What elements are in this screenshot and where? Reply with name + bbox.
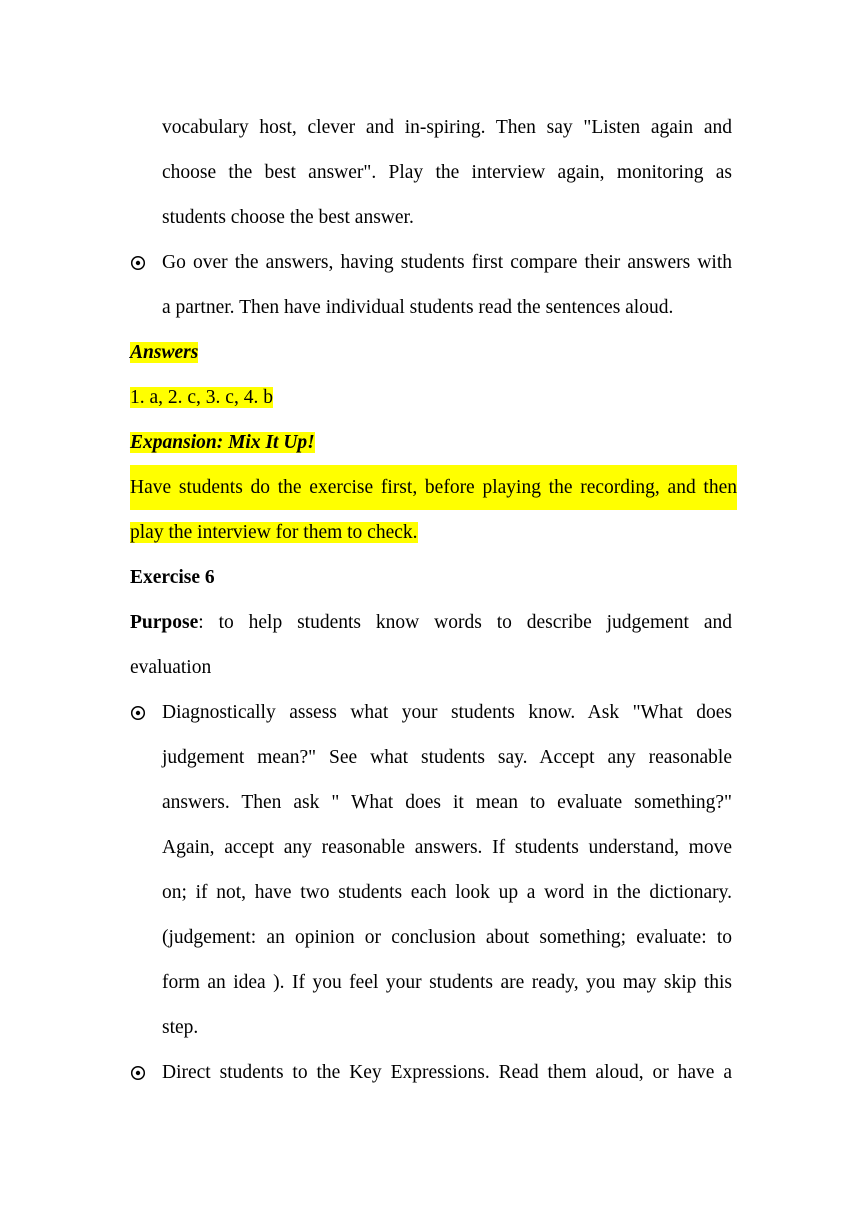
expansion-text-line [130, 465, 737, 510]
bullet-line: on; if not, have two students each look up a word in the dictionary. [162, 882, 732, 903]
purpose-text: : to help students know words to describe judgement and [198, 612, 732, 633]
bullet-line: Direct students to the Key Expressions. Read them aloud, or have a [162, 1062, 732, 1083]
bullet-line: (judgement: an opinion or conclusion about something; evaluate: to [162, 927, 732, 948]
document-page [130, 105, 737, 1095]
circled-dot-icon [130, 690, 150, 735]
paragraph-line: students choose the best answer. [162, 207, 414, 228]
bullet-line: step. [162, 1017, 199, 1038]
answers-heading: Answers [130, 342, 199, 363]
purpose-label: Purpose [130, 612, 199, 633]
bullet-line: Go over the answers, having students first compare their answers with [162, 252, 732, 273]
answers-heading-line [130, 330, 732, 375]
answers-text-line [130, 375, 732, 420]
paragraph-line: choose the best answer". Play the interview again, monitoring as [162, 162, 732, 183]
bullet-line: form an idea ). If you feel your students are ready, you may skip this [162, 972, 732, 993]
circled-dot-icon [130, 240, 150, 285]
answers-text: 1. a, 2. c, 3. c, 4. b [130, 387, 273, 408]
bullet-line: Again, accept any reasonable answers. If students understand, move [162, 837, 732, 858]
bullet-item [130, 1050, 732, 1095]
exercise-heading: Exercise 6 [130, 567, 215, 588]
circled-dot-icon [130, 1050, 150, 1095]
bullet-line: a partner. Then have individual students read the sentences aloud. [162, 297, 674, 318]
bullet-item [130, 240, 732, 330]
expansion-heading-line [130, 420, 732, 465]
bullet-line: judgement mean?" See what students say. Accept any reasonable [162, 747, 732, 768]
paragraph-line: vocabulary host, clever and in-spiring. Then say "Listen again and [162, 117, 732, 138]
purpose-line: evaluation [130, 657, 212, 678]
expansion-text: Have students do the exercise first, before playing the recording, and then [130, 465, 737, 510]
expansion-text-line [130, 510, 732, 555]
purpose-line [130, 600, 732, 645]
bullet-item [130, 690, 732, 1050]
expansion-text: play the interview for them to check. [130, 522, 418, 543]
bullet-line: answers. Then ask " What does it mean to evaluate something?" [162, 792, 732, 813]
bullet-line: Diagnostically assess what your students know. Ask "What does [162, 702, 732, 723]
expansion-heading: Expansion: Mix It Up! [130, 432, 315, 453]
